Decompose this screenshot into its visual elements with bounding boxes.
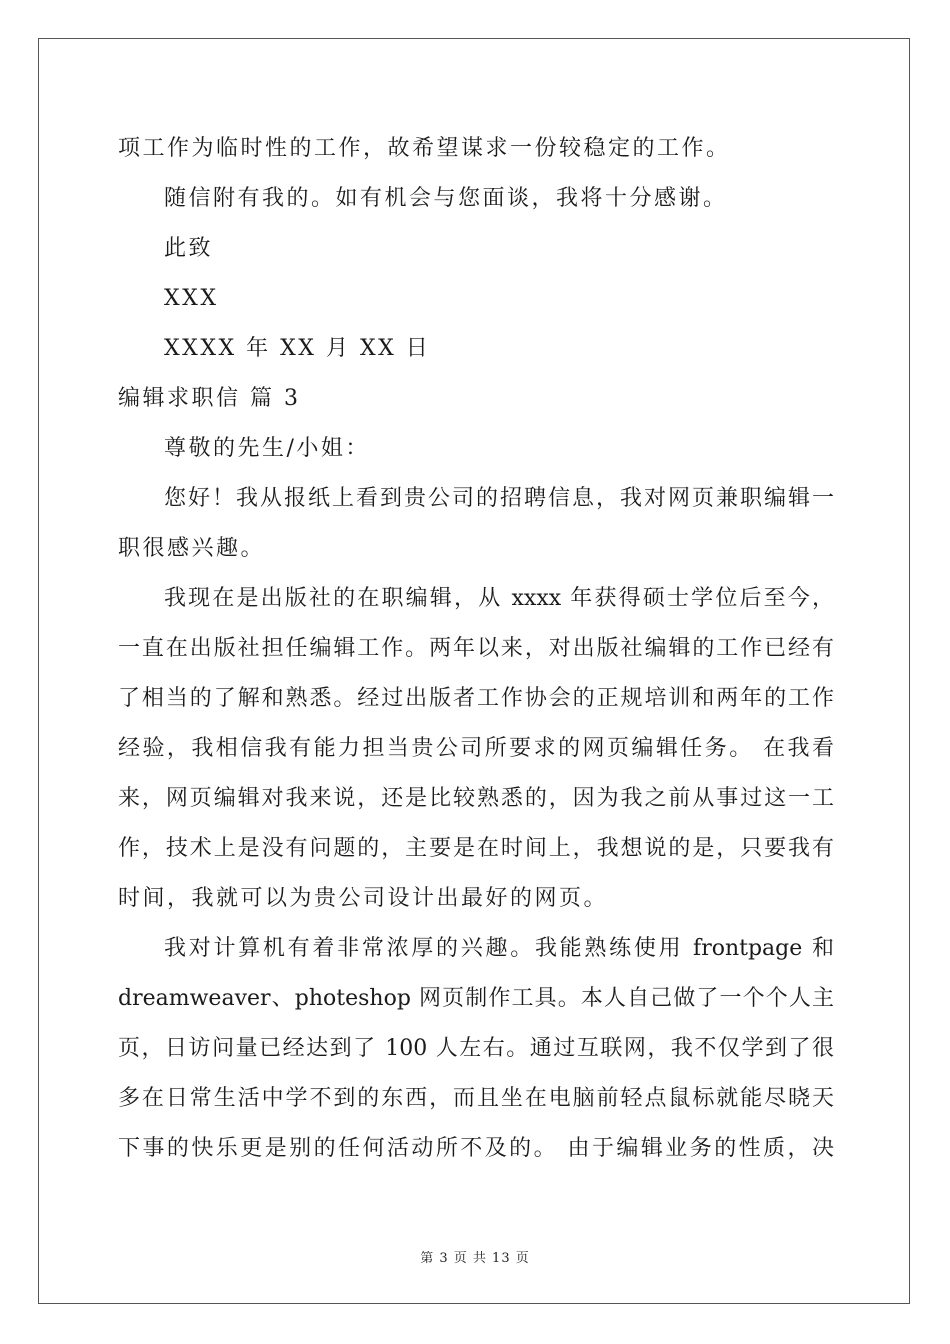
body-line: 随信附有我的。如有机会与您面谈，我将十分感谢。 (164, 186, 728, 211)
body-line: 时间，我就可以为贵公司设计出最好的网页。 (118, 886, 609, 911)
signature-name: XXX (164, 286, 219, 311)
body-line: 下事的快乐更是别的任何活动所不及的。 由于编辑业务的性质，决 (118, 1136, 834, 1161)
body-line: 我现在是出版社的在职编辑，从 xxxx 年获得硕士学位后至今， (164, 586, 834, 611)
section-title: 编辑求职信 篇 3 (118, 386, 301, 411)
body-line: 我对计算机有着非常浓厚的兴趣。我能熟练使用 frontpage 和 (164, 936, 834, 961)
body-line: 经验，我相信我有能力担当贵公司所要求的网页编辑任务。 在我看 (118, 736, 834, 761)
body-line: 项工作为临时性的工作，故希望谋求一份较稳定的工作。 (118, 136, 731, 161)
page-number-footer: 第 3 页 共 13 页 (420, 1251, 530, 1266)
greeting: 尊敬的先生/小姐： (164, 436, 370, 461)
body-line: 页，日访问量已经达到了 100 人左右。通过互联网，我不仅学到了很 (118, 1036, 834, 1061)
body-line: 作，技术上是没有问题的，主要是在时间上，我想说的是，只要我有 (118, 836, 834, 861)
body-line: 一直在出版社担任编辑工作。两年以来，对出版社编辑的工作已经有 (118, 636, 834, 661)
body-line: 您好！我从报纸上看到贵公司的招聘信息，我对网页兼职编辑一 (164, 486, 834, 511)
body-line: 来，网页编辑对我来说，还是比较熟悉的，因为我之前从事过这一工 (118, 786, 834, 811)
page-border (38, 38, 910, 1304)
signature-date: XXXX 年 XX 月 XX 日 (164, 336, 431, 361)
body-line: dreamweaver、photeshop 网页制作工具。本人自己做了一个个人主 (118, 986, 834, 1011)
body-line: 了相当的了解和熟悉。经过出版者工作协会的正规培训和两年的工作 (118, 686, 834, 711)
body-line: 职很感兴趣。 (118, 536, 266, 561)
body-line: 多在日常生活中学不到的东西，而且坐在电脑前轻点鼠标就能尽晓天 (118, 1086, 834, 1111)
closing-salutation: 此致 (164, 236, 214, 261)
